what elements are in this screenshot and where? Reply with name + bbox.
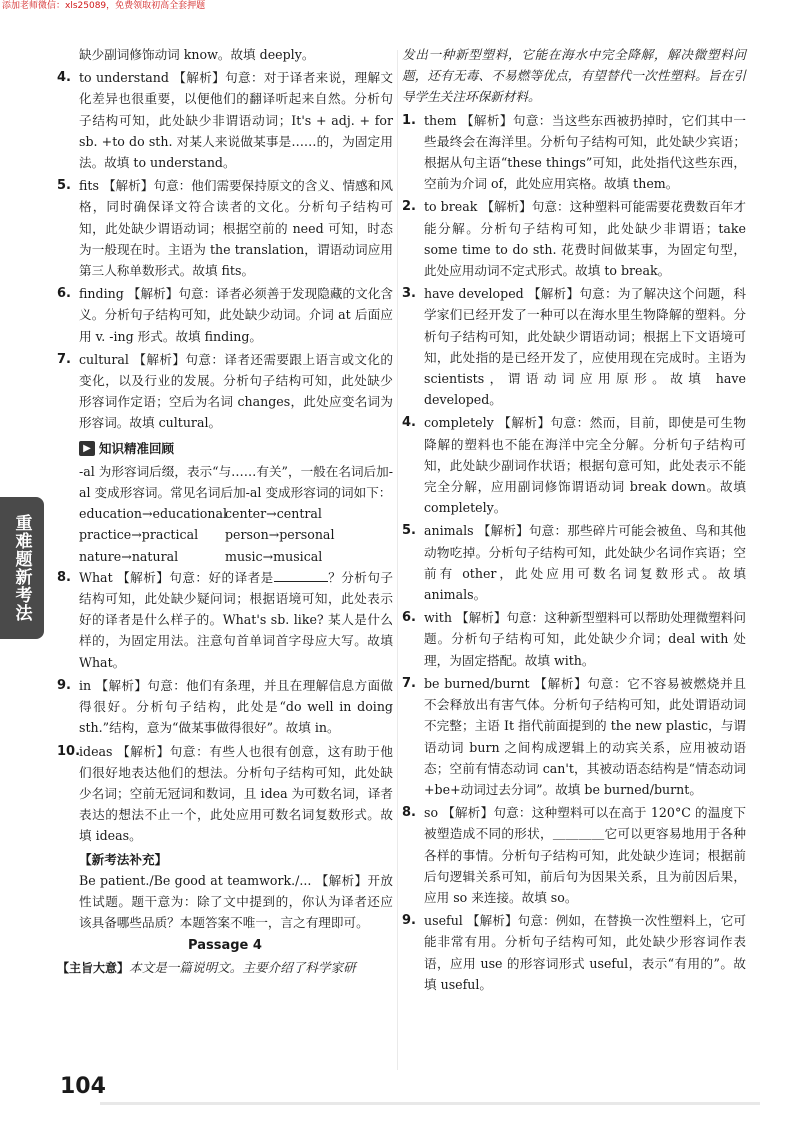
answer-item <box>402 110 746 195</box>
answer-item <box>57 67 393 173</box>
answer-item <box>402 673 746 800</box>
word-pair: practice→practical <box>79 527 199 543</box>
item-text: What 【解析】句意：好的译者是 <box>79 569 274 585</box>
footer-rule <box>100 1102 760 1105</box>
knowledge-review-title <box>79 438 393 459</box>
summary-label: 【主旨大意】 <box>57 960 130 975</box>
item-text: so 【解析】句意：这种塑料可以在高于 120°C 的温度下被塑造成不同的形状，＿＿＿＿它可以更容易地用于各种各样的事情。分析句子结构可知，此处缺少连词；根据前后句逻辑关系可知，前后句为因果关系，且为前因后果，应用 so 来连接。故填 so。 <box>424 805 746 905</box>
answer-item <box>402 412 746 518</box>
item-number: 7. <box>57 351 71 367</box>
left-lead: 缺少副词修饰动词 know。故填 deeply。 <box>79 47 315 62</box>
item-text: animals 【解析】句意：那些碎片可能会被鱼、鸟和其他动物吃掉。分析句子结构可知，此处缺少名词作宾语；空前有 other，此处应用可数名词复数形式。故填 animals。 <box>424 523 746 603</box>
item-text: ideas 【解析】句意：有些人也很有创意，这有助于他们很好地表达他们的想法。分析句子结构可知，此处缺少名词；空前无冠词和数词，且 idea 为可数名词，译者表达的想法不止一个，此处应用可数名词复数形式。故填 ideas。 <box>79 743 393 844</box>
item-number: 8. <box>402 805 416 821</box>
answer-item <box>402 196 746 281</box>
item-number: 4. <box>402 415 416 431</box>
top-banner-text: 添加老师微信：xls25089，免费领取初高全套押题 <box>2 1 206 11</box>
item-number: 4. <box>57 70 71 86</box>
page-number: 104 <box>60 1074 106 1099</box>
right-column <box>402 44 746 997</box>
summary-text: 本文是一篇说明文。主要介绍了科学家研 <box>129 959 356 975</box>
side-tab <box>0 497 44 639</box>
item-text: with 【解析】句意：这种新型塑料可以帮助处理微塑料问题。分析句子结构可知，此处缺少介词；deal with 处理，为固定搭配。故填 with。 <box>424 610 746 668</box>
item-number: 9. <box>402 913 416 929</box>
item-text: cultural 【解析】句意：译者还需要跟上语言或文化的变化，以及行业的发展。分析句子结构可知，此处缺少形容词作定语；空后为名词 changes，此处应变名词为形容词。故填 cultural。 <box>79 351 393 431</box>
column-divider <box>397 50 398 1070</box>
answer-item <box>57 175 393 281</box>
word-pair: nature→natural <box>79 548 179 564</box>
item-text: useful 【解析】句意：例如，在替换一次性塑料上，它可能非常有用。分析句子结构可知，此处缺少形容词作表语，应用 use 的形容词形式 useful，表示“有用的”。故填 useful。 <box>424 913 746 992</box>
answer-item <box>402 607 746 671</box>
knowledge-text: -al 为形容词后缀，表示“与……有关”，一般在名词后加-al 变成形容词。常见名词后加-al 变成形容词的词如下： <box>79 463 393 501</box>
passage-title: Passage 4 <box>188 938 262 954</box>
item-text: to understand 【解析】句意：对于译者来说，理解文化差异也很重要，以便他们的翻译听起来自然。分析句子结构可知，此处缺少非谓语动词；It's + adj. + for sb. +to do sth. 对某人来说做某事是……的，为固定用法。故填 to understand。 <box>79 70 393 171</box>
answer-item <box>57 567 393 673</box>
item-number: 2. <box>402 199 416 215</box>
item-text: have developed 【解析】句意：为了解决这个问题，科学家们已经开发了一种可以在海水里生物降解的塑料。分析句子结构可知，此处缺少谓语动词；根据上下文语境可知，此处指的是已经开发了，应使用现在完成时。主语为 scientists，谓语动词应用原形。故填 have developed。 <box>424 286 746 408</box>
answer-item <box>57 741 393 847</box>
top-banner <box>0 0 800 12</box>
item-number: 7. <box>402 675 416 691</box>
new-method-title: 【新考法补充】 <box>79 851 168 867</box>
summary <box>57 957 393 979</box>
word-pair: center→central <box>225 506 322 522</box>
item-number: 6. <box>57 286 71 302</box>
word-pair: music→musical <box>225 548 323 564</box>
word-pair: education→educational <box>79 506 228 522</box>
new-method-text: Be patient./Be good at teamwork./... 【解析】开放性试题。题干意为：除了文中提到的，你认为译者还应该具备哪些品质？本题答案不唯一，言之有理即可。 <box>79 872 393 931</box>
item-number: 1. <box>402 112 416 128</box>
side-tab-label: 重难题新考法 <box>11 514 32 622</box>
left-column <box>57 44 393 979</box>
knowledge-title-text: 知识精准回顾 <box>99 440 175 456</box>
knowledge-icon: ▶ <box>79 441 95 456</box>
word-pair-row <box>79 524 393 545</box>
answer-item <box>402 283 746 410</box>
item-number: 3. <box>402 286 416 302</box>
item-text: ？分析句子结构可知，此处缺少疑问词；根据语境可知，此处表示好的译者是什么样子的。What's sb. like? 某人是什么样的，为固定用法。注意句首单词首字母应大写。故填 What。 <box>79 569 393 670</box>
item-number: 5. <box>57 178 71 194</box>
answer-item <box>57 283 393 347</box>
right-lead: 发出一种新型塑料，它能在海水中完全降解，解决微塑料问题，还有无毒、不易燃等优点，有望替代一次性塑料。旨在引导学生关注环保新材料。 <box>402 47 746 105</box>
item-text: finding 【解析】句意：译者必须善于发现隐藏的文化含义。分析句子结构可知，此处缺少动词。介词 at 后面应用 v. -ing 形式。故填 finding。 <box>79 286 393 344</box>
item-number: 10. <box>57 743 81 759</box>
item-text: fits 【解析】句意：他们需要保持原文的含义、情感和风格，同时确保译文符合读者的文化。分析句子结构可知，此处缺少谓语动词；根据空前的 need 可知，时态为一般现在时。主语为 the translation，谓语动词应用第三人称单数形式。故填 fits。 <box>79 178 393 279</box>
item-text: them 【解析】句意：当这些东西被扔掉时，它们其中一些最终会在海洋里。分析句子结构可知，此处缺少宾语；根据从句主语“these things”可知，此处指代这些东西，空前为介词 of，此处应用宾格。故填 them。 <box>424 112 746 192</box>
answer-item <box>402 910 746 995</box>
item-text: be burned/burnt 【解析】句意：它不容易被燃烧并且不会释放出有害气体。分析句子结构可知，此处谓语动词不完整；主语 It 指代前面提到的 the new plastic，与谓语动词 burn 之间构成逻辑上的动宾关系，应用被动语态；空前有情态动词 can't，其被动语态结构是“情态动词+be+动词过去分词”。故填 be burned/burnt。 <box>424 675 746 797</box>
word-pair-row <box>79 503 393 524</box>
item-text: to break 【解析】句意：这种塑料可能需要花费数百年才能分解。分析句子结构可知，此处缺少非谓语；take some time to do sth. 花费时间做某事，为固定句型，此处应用动词不定式形式。故填 to break。 <box>424 199 746 279</box>
answer-item <box>402 520 746 605</box>
answer-item <box>57 675 393 739</box>
answer-item <box>402 802 746 908</box>
item-number: 8. <box>57 569 71 585</box>
word-pair-row <box>79 546 393 567</box>
answer-item <box>57 349 393 434</box>
answer-blank <box>274 569 328 582</box>
word-pair: person→personal <box>225 527 335 543</box>
item-number: 6. <box>402 610 416 626</box>
item-text: completely 【解析】句意：然而，目前，即使是可生物降解的塑料也不能在海洋中完全分解。分析句子结构可知，此处缺少副词作状语；根据句意可知，此处表示不能完全分解，应用副词修饰谓语动词 break down。故填 completely。 <box>424 415 746 516</box>
word-pairs <box>57 503 393 567</box>
item-number: 9. <box>57 677 71 693</box>
item-number: 5. <box>402 523 416 539</box>
item-text: in 【解析】句意：他们有条理，并且在理解信息方面做得很好。分析句子结构，此处是“do well in doing sth.”结构，意为“做某事做得很好”。故填 in。 <box>79 677 393 736</box>
